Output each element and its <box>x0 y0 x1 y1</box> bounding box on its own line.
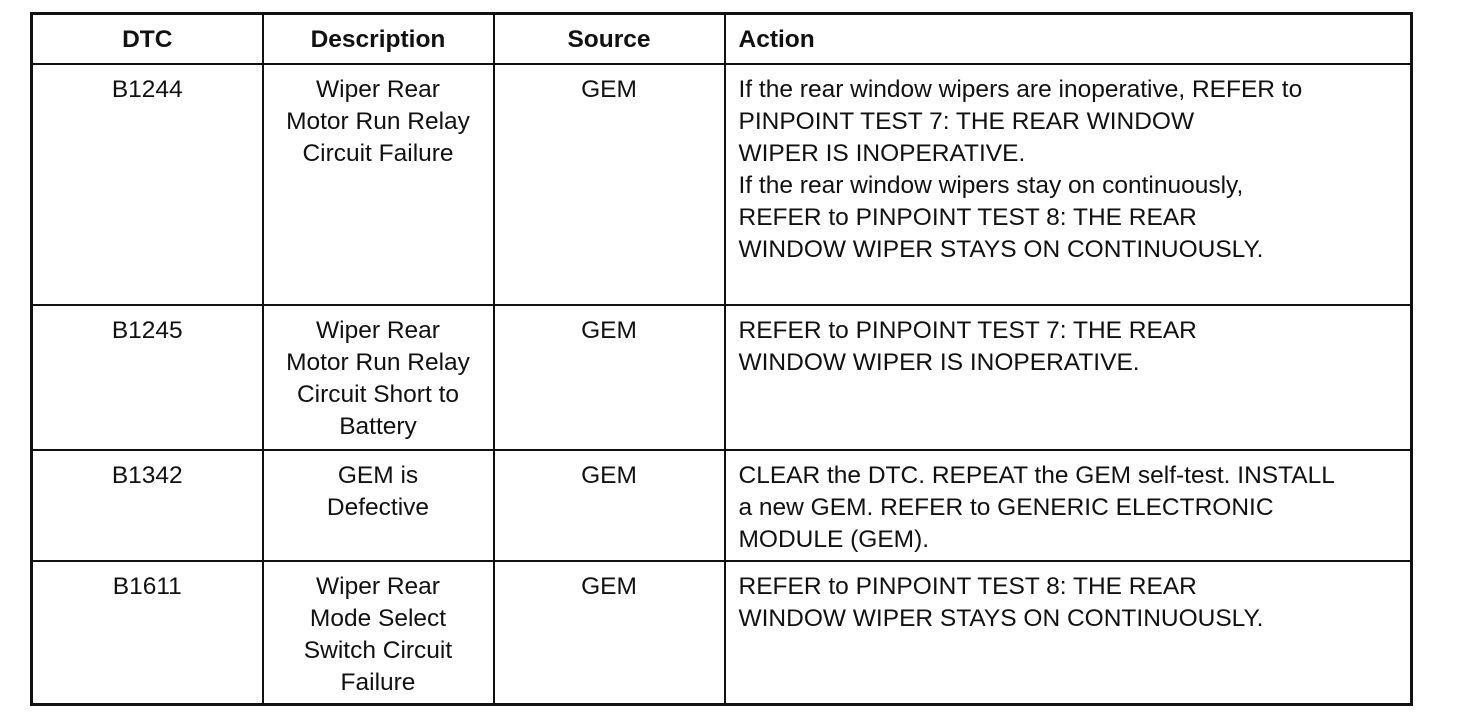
description-line: Motor Run Relay <box>286 108 470 135</box>
action-line: WINDOW WIPER STAYS ON CONTINUOUSLY. <box>738 236 1264 263</box>
action-line: If the rear window wipers stay on continuously, <box>738 172 1244 199</box>
action-line: CLEAR the DTC. REPEAT the GEM self-test. INSTALL <box>738 462 1335 489</box>
header-action: Action <box>725 14 1412 65</box>
description-line: Battery <box>339 413 417 440</box>
header-source: Source <box>494 14 725 65</box>
description-cell <box>263 561 494 705</box>
action-line: a new GEM. REFER to GENERIC ELECTRONIC <box>738 494 1274 521</box>
description-cell <box>263 64 494 305</box>
action-line: WINDOW WIPER IS INOPERATIVE. <box>738 349 1140 376</box>
table-row <box>32 561 1412 705</box>
source-cell: GEM <box>494 305 725 450</box>
action-line: MODULE (GEM). <box>738 526 930 553</box>
action-line: If the rear window wipers are inoperative, REFER to <box>738 76 1303 103</box>
description-line: Wiper Rear <box>316 573 440 600</box>
description-line: Circuit Short to <box>296 381 460 408</box>
description-line: Mode Select <box>309 605 447 632</box>
description-line: Failure <box>340 669 416 696</box>
dtc-code: B1611 <box>32 561 263 705</box>
action-line: WIPER IS INOPERATIVE. <box>738 140 1026 167</box>
action-cell <box>725 305 1412 450</box>
action-cell <box>725 450 1412 561</box>
table-row <box>32 64 1412 305</box>
action-line: REFER to PINPOINT TEST 8: THE REAR <box>738 204 1197 231</box>
dtc-table <box>30 12 1413 706</box>
action-cell <box>725 64 1412 305</box>
source-cell: GEM <box>494 64 725 305</box>
table-row <box>32 450 1412 561</box>
action-cell <box>725 561 1412 705</box>
description-line: Switch Circuit <box>303 637 453 664</box>
description-line: Wiper Rear <box>316 76 440 103</box>
action-line: REFER to PINPOINT TEST 8: THE REAR <box>738 573 1197 600</box>
description-line: Circuit Failure <box>302 140 454 167</box>
source-cell: GEM <box>494 561 725 705</box>
description-line: GEM is <box>337 462 419 489</box>
header-row <box>32 14 1412 65</box>
description-line: Wiper Rear <box>316 317 440 344</box>
action-line: PINPOINT TEST 7: THE REAR WINDOW <box>738 108 1195 135</box>
description-line: Motor Run Relay <box>286 349 470 376</box>
dtc-code: B1244 <box>32 64 263 305</box>
dtc-code: B1245 <box>32 305 263 450</box>
header-dtc: DTC <box>32 14 263 65</box>
action-line: WINDOW WIPER STAYS ON CONTINUOUSLY. <box>738 605 1264 632</box>
header-description: Description <box>263 14 494 65</box>
description-cell <box>263 305 494 450</box>
description-cell <box>263 450 494 561</box>
source-cell: GEM <box>494 450 725 561</box>
dtc-code: B1342 <box>32 450 263 561</box>
table-row <box>32 305 1412 450</box>
description-line: Defective <box>326 494 430 521</box>
action-line: REFER to PINPOINT TEST 7: THE REAR <box>738 317 1197 344</box>
